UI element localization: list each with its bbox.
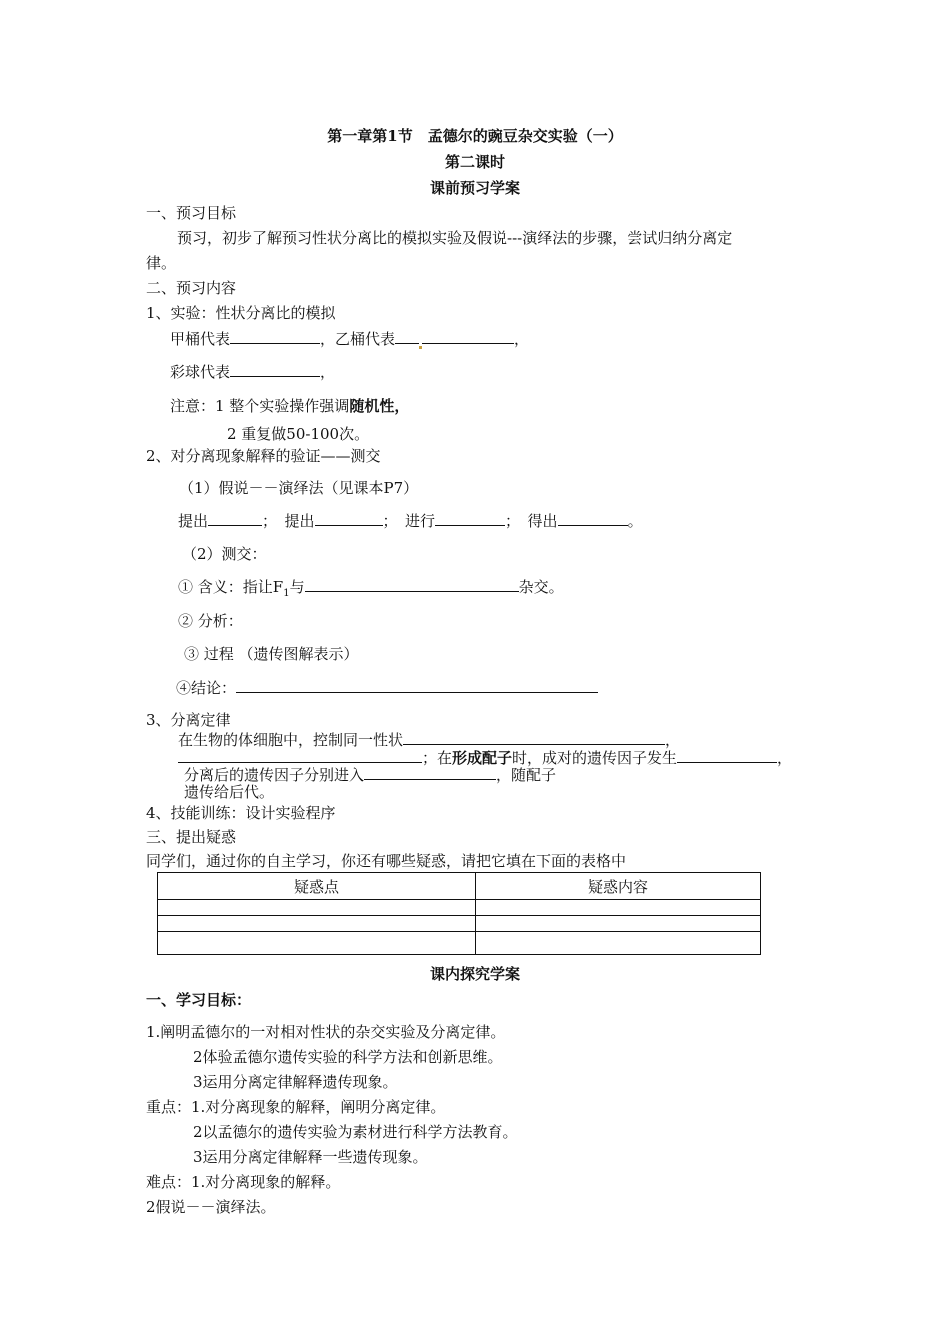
note-line-2: 2 重复做50-100次。 xyxy=(227,425,370,443)
ball-comma: ， xyxy=(320,363,336,381)
hypo-step-2: ； 提出 xyxy=(262,512,315,530)
page-title: 第一章第1节 孟德尔的豌豆杂交实验（一） xyxy=(327,127,623,145)
table-row xyxy=(158,916,761,932)
study-goal-3: 3运用分离定律解释遗传现象。 xyxy=(193,1073,398,1091)
note-bold: 随机性 xyxy=(349,397,395,415)
yi-label: ，乙桶代表 xyxy=(320,330,396,348)
hypo-step-1: 提出 xyxy=(178,512,209,530)
goal-text-line2: 律。 xyxy=(146,254,177,272)
process-line: ③ 过程 （遗传图解表示） xyxy=(184,645,359,663)
table-header-row xyxy=(158,873,761,900)
dot-mark xyxy=(419,346,422,349)
meaning-blank xyxy=(305,577,519,592)
bucket-line xyxy=(170,329,529,349)
meaning-line xyxy=(178,577,564,604)
law-comma-2: ， xyxy=(777,749,793,767)
experiment-heading: 1、实验：性状分离比的模拟 xyxy=(146,304,336,322)
hypo-end: 。 xyxy=(627,512,643,530)
law-line-4: 遗传给后代。 xyxy=(184,783,275,801)
ball-line xyxy=(170,362,335,382)
note-prefix: 注意：1 整个实验操作强调 xyxy=(170,397,350,415)
table-row xyxy=(158,900,761,916)
hypo-blank-2 xyxy=(315,511,383,526)
jia-label: 甲桶代表 xyxy=(170,330,231,348)
doubt-heading: 三、提出疑惑 xyxy=(146,828,237,846)
study-goal-2: 2体验孟德尔遗传实验的科学方法和创新思维。 xyxy=(193,1048,503,1066)
note-line-1 xyxy=(170,396,409,416)
difficulty-1: 难点：1.对分离现象的解释。 xyxy=(146,1173,341,1191)
table-cell[interactable] xyxy=(476,900,761,916)
content-heading: 二、预习内容 xyxy=(146,279,237,297)
ball-blank xyxy=(230,362,320,377)
hypothesis-steps xyxy=(178,511,643,531)
lesson-subtitle: 第二课时 xyxy=(444,153,505,171)
hypo-blank-4 xyxy=(558,511,628,526)
conclusion-blank xyxy=(236,678,598,693)
note-bold-comma: ， xyxy=(394,397,410,415)
meaning-end: 杂交。 xyxy=(518,578,564,596)
meaning-prefix: ① 含义：指让F xyxy=(178,578,284,596)
difficulty-2: 2假说－－演绎法。 xyxy=(146,1198,276,1216)
law-text-3: 分离后的遗传因子分别进入 xyxy=(184,766,365,784)
hypo-step-3: ； 进行 xyxy=(382,512,436,530)
analysis-line: ② 分析： xyxy=(178,612,243,630)
law-text-3-end: ，随配子 xyxy=(496,766,557,784)
table-cell[interactable] xyxy=(476,932,761,955)
table-cell[interactable] xyxy=(476,916,761,932)
table-header-content: 疑惑内容 xyxy=(476,873,761,900)
doubt-table xyxy=(157,872,761,955)
skill-line: 4、技能训练：设计实验程序 xyxy=(146,804,336,822)
key-point-2: 2以孟德尔的遗传实验为素材进行科学方法教育。 xyxy=(193,1123,518,1141)
table-cell[interactable] xyxy=(158,932,476,955)
key-point-3: 3运用分离定律解释一些遗传现象。 xyxy=(193,1148,428,1166)
law-text-2a: ；在 xyxy=(422,749,453,767)
yi-blank-a xyxy=(395,329,419,344)
jia-blank xyxy=(230,329,320,344)
hypo-blank-1 xyxy=(208,511,262,526)
doubt-intro: 同学们，通过你的自主学习，你还有哪些疑惑，请把它填在下面的表格中 xyxy=(146,852,627,870)
goal-text-line1: 预习，初步了解预习性状分离比的模拟实验及假说---演绎法的步骤，尝试归纳分离定 xyxy=(177,229,733,247)
meaning-mid: 与 xyxy=(289,578,305,596)
law-blank-2 xyxy=(178,748,422,763)
table-row xyxy=(158,932,761,955)
law-blank-1 xyxy=(403,730,665,745)
table-header-point: 疑惑点 xyxy=(158,873,476,900)
law-text-1: 在生物的体细胞中，控制同一性状 xyxy=(178,731,404,749)
conclusion-label: ④结论： xyxy=(176,679,237,697)
section-heading-inclass: 课内探究学案 xyxy=(429,965,520,983)
yi-blank-b xyxy=(422,329,514,344)
testcross-heading: （2）测交： xyxy=(182,545,267,563)
hypo-blank-3 xyxy=(435,511,505,526)
conclusion-line xyxy=(176,678,598,698)
hypothesis-heading: （1）假说－－演绎法（见课本P7） xyxy=(179,479,419,497)
law-text-2-bold: 形成配子 xyxy=(452,749,513,767)
ball-label: 彩球代表 xyxy=(170,363,231,381)
law-line-1 xyxy=(178,730,680,750)
yi-comma: ， xyxy=(514,330,530,348)
law-text-2b: 时，成对的遗传因子发生 xyxy=(512,749,678,767)
hypo-step-4: ； 得出 xyxy=(505,512,558,530)
law-comma-1: ， xyxy=(665,731,681,749)
table-cell[interactable] xyxy=(158,916,476,932)
verify-heading: 2、对分离现象解释的验证——测交 xyxy=(146,447,381,465)
law-heading: 3、分离定律 xyxy=(146,711,231,729)
table-cell[interactable] xyxy=(158,900,476,916)
study-goal-1: 1.阐明孟德尔的一对相对性状的杂交实验及分离定律。 xyxy=(146,1023,506,1041)
key-point-1: 重点：1.对分离现象的解释，阐明分离定律。 xyxy=(146,1098,446,1116)
study-goal-heading: 一、学习目标： xyxy=(146,991,252,1009)
goal-heading: 一、预习目标 xyxy=(146,204,237,222)
section-heading-preview: 课前预习学案 xyxy=(429,179,520,197)
law-blank-4 xyxy=(364,765,496,780)
law-blank-3 xyxy=(677,748,777,763)
meaning-sub: 1 xyxy=(283,588,290,599)
